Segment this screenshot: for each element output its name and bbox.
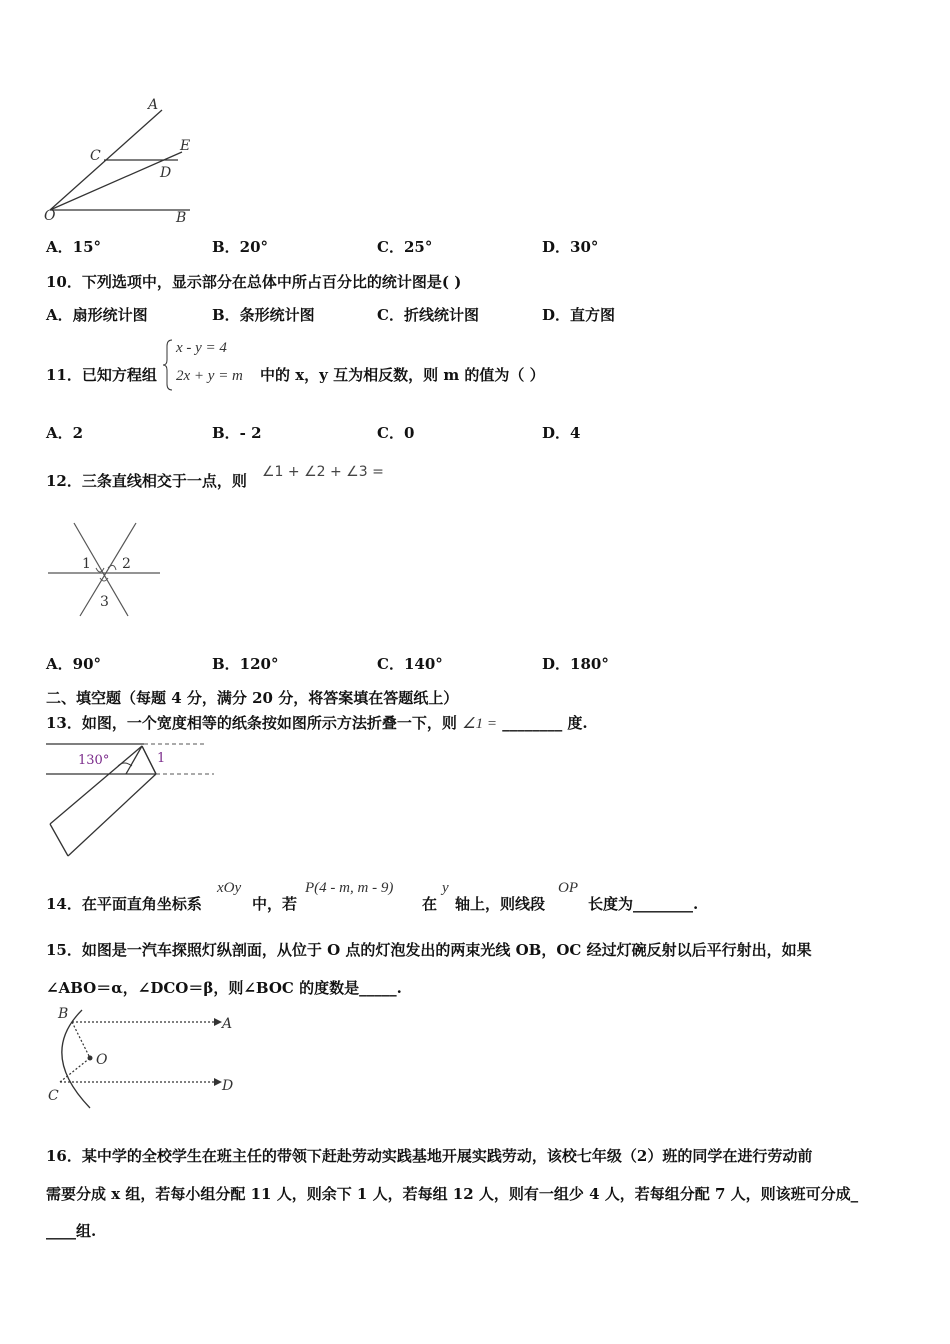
q14-point-p: P(4 - m, m - 9)	[305, 880, 394, 896]
label-O: O	[44, 208, 56, 224]
q14-p3: 在	[422, 895, 438, 913]
q13-angle: ∠1 =	[462, 716, 497, 732]
angle-3-label: 3	[100, 594, 109, 610]
q13-tail: 度.	[567, 714, 588, 732]
q13-stem: 13．如图，一个宽度相等的纸条按如图所示方法折叠一下，则	[46, 714, 457, 732]
q14-xoy: xOy	[217, 880, 242, 896]
q11-option-a[interactable]: A．2	[46, 424, 84, 442]
q9-option-d[interactable]: D．30°	[542, 238, 599, 256]
q10-stem: 10．下列选项中，显示部分在总体中所占百分比的统计图是( )	[46, 273, 462, 291]
q16-line-3: ____组.	[46, 1222, 97, 1240]
q11-equation-2: 2x + y = m	[176, 368, 243, 384]
q10-option-b[interactable]: B．条形统计图	[212, 306, 315, 324]
q14-p4: 轴上，则线段	[455, 895, 546, 913]
q12-option-d[interactable]: D．180°	[542, 655, 609, 673]
q10-option-d[interactable]: D．直方图	[542, 306, 616, 324]
label-C: C	[48, 1088, 59, 1104]
q14-y: y	[442, 880, 449, 896]
q16-line-1: 16．某中学的全校学生在班主任的带领下赶赴劳动实践基地开展实践劳动，该校七年级（2）班的同学在进行劳动前	[46, 1147, 813, 1165]
q15-figure	[42, 1002, 237, 1112]
q13-figure	[44, 736, 219, 861]
q12-stem: 12．三条直线相交于一点，则	[46, 472, 247, 490]
q12-option-a[interactable]: A．90°	[46, 655, 102, 673]
q13-blank[interactable]: ________	[502, 714, 563, 732]
q11-suffix: 中的 x，y 互为相反数，则 m 的值为（ ）	[260, 366, 545, 384]
q10-option-a[interactable]: A．扇形统计图	[46, 306, 148, 324]
q16-line-2: 需要分成 x 组，若每小组分配 11 人，则余下 1 人，若每组 12 人，则有一组少 4 人，若每组分配 7 人，则该班可分成_	[46, 1185, 859, 1203]
q11-equation-1: x - y = 4	[176, 340, 227, 356]
angle-1-label: 1	[82, 556, 91, 572]
q14-p1: 14．在平面直角坐标系	[46, 895, 202, 913]
angle-130-label: 130°	[78, 753, 110, 768]
label-A: A	[222, 1016, 233, 1032]
q9-figure	[40, 92, 200, 227]
q11-prefix: 11．已知方程组	[46, 366, 157, 384]
label-A: A	[148, 97, 159, 113]
label-C: C	[90, 148, 101, 164]
label-O: O	[96, 1052, 108, 1068]
q11-option-d[interactable]: D．4	[542, 424, 581, 442]
q14-op: OP	[558, 880, 578, 896]
q9-option-c[interactable]: C．25°	[377, 238, 433, 256]
q15-line-2: ∠ABO＝α，∠DCO＝β，则∠BOC 的度数是_____.	[46, 979, 402, 997]
section-2-heading: 二、填空题（每题 4 分，满分 20 分，将答案填在答题纸上）	[46, 689, 459, 707]
q9-option-a[interactable]: A．15°	[46, 238, 102, 256]
q12-figure	[44, 518, 164, 618]
q14-p5: 长度为________.	[588, 895, 699, 913]
q9-option-b[interactable]: B．20°	[212, 238, 269, 256]
q12-option-b[interactable]: B．120°	[212, 655, 279, 673]
angle-1-label: 1	[157, 751, 166, 766]
q12-option-c[interactable]: C．140°	[377, 655, 443, 673]
label-B: B	[176, 210, 187, 226]
q10-option-c[interactable]: C．折线统计图	[377, 306, 479, 324]
q11-option-b[interactable]: B．- 2	[212, 424, 262, 442]
q15-line-1: 15．如图是一汽车探照灯纵剖面，从位于 O 点的灯泡发出的两束光线 OB，OC 经过灯碗反射以后平行射出，如果	[46, 941, 812, 959]
angle-2-label: 2	[122, 556, 131, 572]
label-D: D	[160, 165, 172, 181]
q11-brace	[162, 338, 174, 392]
label-E: E	[180, 138, 191, 154]
label-B: B	[58, 1006, 69, 1022]
label-D: D	[222, 1078, 234, 1094]
q12-expression: ∠1 + ∠2 + ∠3 =	[262, 464, 384, 480]
q11-option-c[interactable]: C．0	[377, 424, 415, 442]
q14-p2: 中，若	[252, 895, 298, 913]
